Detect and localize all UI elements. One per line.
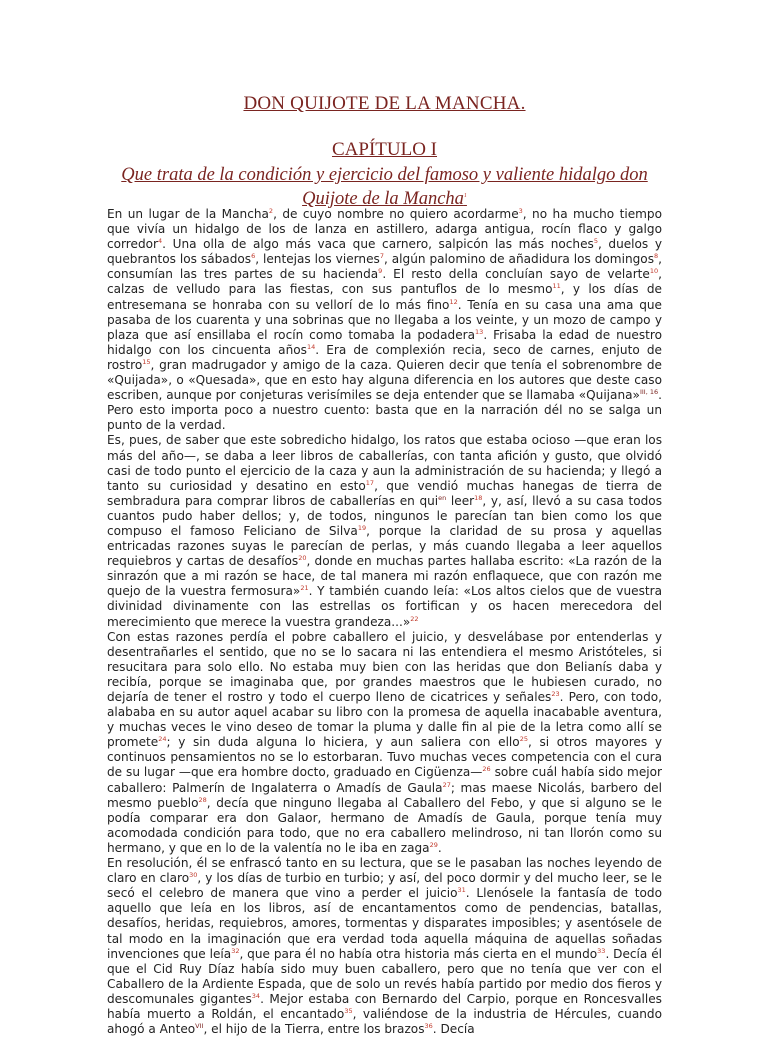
text-run: , algún palomino de añadidura los domingos — [383, 252, 654, 267]
body-paragraph — [107, 856, 662, 1037]
text-run: . Mejor estaba con Bernardo del Carpio, porque en Roncesvalles había muerto a Roldán, el encantado — [107, 991, 662, 1021]
footnote-marker[interactable]: 10 — [649, 267, 659, 276]
text-run: . Frisaba la edad de nuestro hidalgo con los cincuenta años — [107, 327, 662, 357]
text-run: . — [437, 840, 442, 855]
book-title: DON QUIJOTE DE LA MANCHA. — [243, 93, 526, 114]
footnote-marker[interactable]: 33 — [597, 946, 606, 955]
footnote-marker[interactable]: 30 — [189, 871, 198, 880]
text-run: Con estas razones perdía el pobre caballero el juicio, y desvelábase por entenderlas y desentrañarles el sentido, que no se lo sacara ni las entendiera el mesmo Aristóteles, si resucitara para solo ello. No estaba muy bien con las heridas que don Belianís daba y recibía, porque se imaginaba que, por grandes maestros que le hubiesen curado, no dejaría de tener el rostro y todo el cuerpo lleno de cicatrices y señales — [107, 629, 662, 704]
text-run: , donde en muchas partes hallaba escrito: «La razón de la sinrazón que a mi razón se hace, de tal manera mi razón enflaquece, que con razón me quejo de la vuestra fermosura» — [107, 554, 663, 599]
text-run: , no ha mucho tiempo que vivía un hidalgo de los de lanza en astillero, adarga antigua, rocín flaco y galgo corredor — [107, 207, 662, 252]
footnote-marker[interactable]: 36 — [424, 1022, 433, 1031]
text-run: , y, así, llevó a su casa todos cuantos pudo haber dellos; y, de todos, ningunos le parecían tan bien como los que compuso el famoso Feliciano de Silva — [107, 493, 662, 538]
chapter-body — [107, 207, 662, 1037]
footnote-marker[interactable]: 31 — [457, 886, 466, 895]
footnote-marker[interactable]: 8 — [654, 252, 659, 261]
footnote-marker[interactable]: 27 — [442, 780, 451, 789]
text-run: . Decía él que el Cid Ruy Díaz había sido muy buen caballero, pero que no tenía que ver con el Caballero de la Ardiente Espada, que de solo un revés había partido por medio dos fieros y descomunales gigantes — [107, 946, 662, 1006]
footnote-marker[interactable]: 13 — [475, 327, 484, 336]
text-run: ; mas maese Nicolás, barbero del mesmo pueblo — [107, 780, 662, 810]
text-run: , y los días de turbio en turbio; y así, del poco dormir y del mucho leer, se le secó el celebro de manera que vino a perder el juicio — [107, 871, 662, 901]
text-run: , valiéndose de la industria de Hércules, cuando ahogó a Anteo — [107, 1006, 662, 1037]
text-run: . Llenósele la fantasía de todo aquello que leía en los libros, así de encantamentos como de pendencias, batallas, desafíos, heridas, requiebros, amores, tormentas y disparates imposibles; y asentósele de tal modo en la imaginación que era verdad toda aquella máquina de aquellas soñadas invenciones que leía — [107, 886, 663, 961]
body-paragraph — [107, 630, 662, 856]
footnote-marker[interactable]: VII — [195, 1022, 204, 1031]
text-run: . Tenía en su casa una ama que pasaba de los cuarenta y una sobrinas que no llegaba a los veinte, y un mozo de campo y plaza que así ensillaba el rocín como tomaba la podadera — [107, 297, 662, 342]
text-run: , porque la claridad de su prosa y aquellas entricadas razones suyas le parecían de perlas, y más cuando llegaba a leer aquellos requiebros y cartas de desafíos — [107, 523, 662, 569]
footnote-marker[interactable]: 12 — [449, 297, 458, 306]
footnote-marker[interactable]: 25 — [519, 735, 528, 744]
footnote-marker[interactable]: 23 — [551, 689, 560, 698]
text-run: . Una olla de algo más vaca que carnero, salpicón las más noches — [162, 237, 594, 252]
text-run: , que vendió muchas hanegas de tierra de sembradura para comprar libros de caballerías en qui — [107, 478, 662, 508]
footnote-marker[interactable]: 28 — [198, 795, 207, 804]
text-run: leer — [446, 493, 475, 508]
body-paragraph — [107, 207, 662, 433]
text-run: . Pero, con todo, alababa en su autor aquel acabar su libro con la promesa de aquella inacabable aventura, y muchas veces le vino deseo de tomar la pluma y dalle fin al pie de la letra como allí se promete — [107, 690, 662, 750]
footnote-marker[interactable]: 7 — [379, 252, 384, 261]
text-run: , gran madrugador y amigo de la caza. Quieren decir que tenía el sobrenombre de «Quijada», o «Quesada», que en esto hay alguna diferencia en los autores que deste caso escriben, aunque por conjeturas verisímiles se deja entender que se llamaba «Quijana» — [107, 357, 662, 403]
footnote-marker[interactable]: 32 — [231, 946, 240, 955]
text-run: , calzas de velludo para las fiestas, con sus pantuflos de lo mesmo — [107, 267, 662, 297]
footnote-marker[interactable]: en — [438, 493, 447, 502]
footnote-marker[interactable]: 11 — [552, 282, 561, 291]
text-run: , el hijo de la Tierra, entre los brazos — [203, 1022, 425, 1037]
text-run: En resolución, él se enfrascó tanto en su lectura, que se le pasaban las noches leyendo de claro en claro — [107, 856, 662, 886]
text-run: . Y también cuando leía: «Los altos cielos que de vuestra divinidad divinamente con las estrellas os fortifican y os hacen merecedora del merecimiento que merece la vuestra grandeza...» — [107, 584, 662, 629]
text-run: ; y sin duda alguna lo hiciera, y aun saliera con ello — [166, 735, 520, 750]
footnote-marker[interactable]: 4 — [158, 237, 163, 246]
footnote-marker[interactable]: 24 — [158, 735, 167, 744]
text-run: . El resto della concluían sayo de velarte — [382, 267, 650, 282]
text-run: , lentejas los viernes — [255, 252, 380, 267]
text-run: , y los días de entresemana se honraba con su vellorí de lo más fino — [107, 282, 662, 312]
footnote-marker[interactable]: 5 — [593, 237, 598, 246]
footnote-marker[interactable]: 22 — [410, 614, 419, 623]
text-run: . Era de complexión recia, seco de carnes, enjuto de rostro — [107, 342, 662, 372]
footnote-marker[interactable]: 1 — [463, 192, 467, 199]
footnote-marker[interactable]: 26 — [482, 765, 491, 774]
text-run: , si otros mayores y continuos pensamientos no se lo estorbaran. Tuvo muchas veces competencia con el cura de su lugar —que era hombre docto, graduado en Cigüenza— — [107, 735, 662, 780]
text-run: . Pero esto importa poco a nuestro cuento: basta que en la narración dél no se salga un punto de la verdad. — [107, 388, 662, 433]
footnote-marker[interactable]: 6 — [251, 252, 256, 261]
text-run: , de cuyo nombre no quiero acordarme — [273, 207, 519, 221]
footnote-marker[interactable]: 19 — [357, 523, 367, 532]
text-run: , duelos y quebrantos los sábados — [107, 237, 662, 267]
footnote-marker[interactable]: 18 — [474, 493, 483, 502]
footnote-marker[interactable]: 15 — [142, 357, 151, 366]
text-run: . Decía — [432, 1022, 475, 1037]
text-run: En un lugar de la Mancha — [107, 207, 269, 221]
footnote-marker[interactable]: 35 — [344, 1006, 353, 1015]
footnote-marker[interactable]: 14 — [306, 342, 316, 351]
chapter-subtitle — [107, 163, 662, 211]
text-run: , que para él no había otra historia más cierta en el mundo — [239, 946, 598, 961]
footnote-marker[interactable]: III, 16 — [639, 388, 659, 397]
footnote-marker[interactable]: 20 — [298, 554, 307, 563]
footnote-marker[interactable]: 9 — [378, 267, 383, 276]
footnote-marker[interactable]: 29 — [429, 840, 438, 849]
chapter-subtitle-text: Que trata de la condición y ejercicio del famoso y valiente hidalgo don Quijote de la Mancha — [121, 165, 648, 209]
body-paragraph — [107, 433, 662, 629]
text-run: , decía que ninguno llegaba al Caballero del Febo, y que si alguno se le podía comparar era don Galaor, hermano de Amadís de Gaula, porque tenía muy acomodada condición para todo, que no era caballero melindroso, ni tan llorón como su hermano, y que en lo de la valentía no le iba en zaga — [107, 795, 662, 855]
text-run: Es, pues, de saber que este sobredicho hidalgo, los ratos que estaba ocioso —que eran los más del año—, se daba a leer libros de caballerías, con tanta afición y gusto, que olvidó casi de todo punto el ejercicio de la caza y aun la administración de su hacienda; y llegó a tanto su curiosidad y desatino en esto — [107, 433, 662, 493]
text-run: sobre cuál había sido mejor caballero: Palmerín de Ingalaterra o Amadís de Gaula — [107, 765, 662, 795]
footnote-marker[interactable]: 2 — [268, 206, 274, 215]
chapter-title: CAPÍTULO I — [331, 139, 438, 160]
text-run: , consumían las tres partes de su hacienda — [107, 252, 662, 282]
footnote-marker[interactable]: 21 — [300, 584, 309, 593]
footnote-marker[interactable]: 3 — [518, 206, 523, 215]
footnote-marker[interactable]: 34 — [251, 991, 261, 1000]
footnote-marker[interactable]: 17 — [365, 478, 375, 487]
